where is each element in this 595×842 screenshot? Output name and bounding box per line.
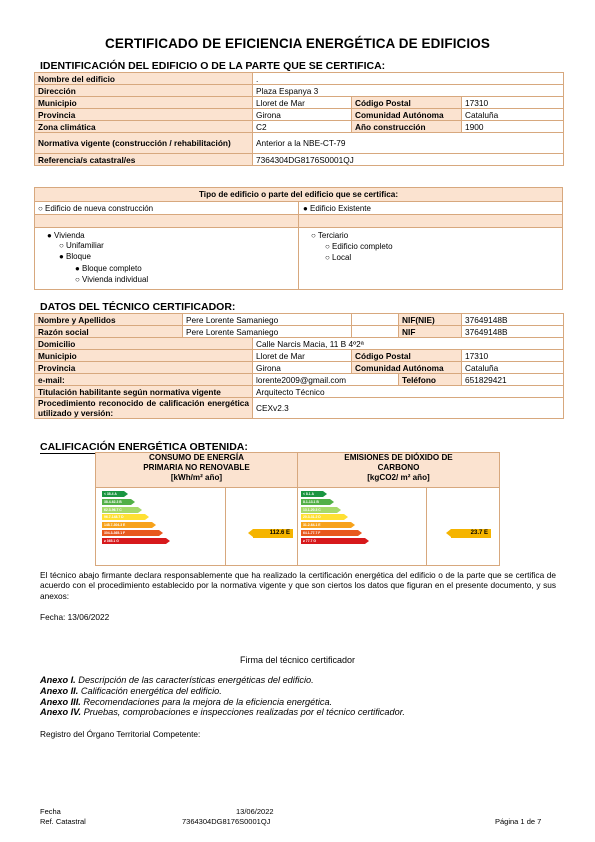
building-type-heading: Tipo de edificio o parte del edificio que se certifica: — [35, 188, 562, 202]
value-zona-climatica: C2 — [253, 121, 352, 133]
label-nif: NIF — [399, 326, 462, 338]
footer-page-number: Página 1 de 7 — [495, 817, 542, 826]
value-titulacion: Arquitecto Técnico — [253, 386, 564, 398]
option-vivienda-individual[interactable]: ○ Vivienda individual — [75, 275, 149, 284]
value-nif: 37649148B — [462, 326, 564, 338]
emisiones-result-arrow: 23.7 E — [451, 529, 491, 538]
rating-box — [95, 452, 500, 566]
label-nombre-apellidos: Nombre y Apellidos — [35, 314, 183, 326]
option-bloque[interactable]: ● Bloque — [59, 252, 91, 261]
option-local[interactable]: ○ Local — [325, 253, 352, 262]
option-edificio-existente[interactable]: ● Edificio Existente — [303, 204, 371, 213]
label-municipio: Municipio — [35, 97, 253, 109]
value-telefono: 651829421 — [462, 374, 564, 386]
emisiones-heading-line3: [kgCO2/ m² año] — [367, 473, 430, 482]
firma-label: Firma del técnico certificador — [239, 655, 356, 665]
value-nombre-edificio: . — [253, 73, 564, 85]
label-telefono: Teléfono — [399, 374, 462, 386]
label-nif-nie: NIF(NIE) — [399, 314, 462, 326]
value-municipio-tecnico: Lloret de Mar — [253, 350, 352, 362]
consumo-scale-tip — [152, 522, 156, 528]
annex-item — [40, 697, 560, 708]
emisiones-scale-tip — [351, 522, 355, 528]
value-comunidad-tecnico: Cataluña — [462, 362, 564, 374]
label-email: e-mail: — [35, 374, 253, 386]
value-direccion: Plaza Espanya 3 — [253, 85, 564, 97]
option-bloque-completo[interactable]: ● Bloque completo — [75, 264, 142, 273]
value-codigo-postal: 17310 — [462, 97, 564, 109]
emisiones-scale-bar-e: 31.2-64.1 E — [301, 522, 351, 528]
consumo-scale-bar-e: 148.7-304.3 E — [102, 522, 152, 528]
footer-ref-label: Ref. Catastral — [40, 817, 86, 826]
footer-fecha-label: Fecha — [40, 807, 61, 816]
emisiones-scale-tip — [365, 538, 369, 544]
emisiones-scale-tip — [323, 491, 327, 497]
value-nombre-apellidos: Pere Lorente Samaniego — [183, 314, 352, 326]
emisiones-scale-bar-g: ≥ 77.7 G — [301, 538, 365, 544]
label-normativa: Normativa vigente (construcción / rehabilitación) — [35, 133, 253, 154]
label-procedimiento: Procedimiento reconocido de calificación energética utilizado y versión: — [35, 398, 253, 419]
value-comunidad: Cataluña — [462, 109, 564, 121]
option-nueva-construccion[interactable]: ○ Edificio de nueva construcción — [38, 204, 154, 213]
label-domicilio: Domicilio — [35, 338, 253, 350]
footer-fecha-value: 13/06/2022 — [236, 807, 274, 816]
option-unifamiliar[interactable]: ○ Unifamiliar — [59, 241, 104, 250]
label-provincia: Provincia — [35, 109, 253, 121]
option-terciario[interactable]: ○ Terciario — [311, 231, 349, 240]
consumo-scale-tip — [145, 514, 149, 520]
consumo-scale-tip — [138, 507, 142, 513]
emisiones-scale-tip — [337, 507, 341, 513]
section-heading-calificacion: CALIFICACIÓN ENERGÉTICA OBTENIDA: — [40, 442, 272, 454]
emisiones-scale-bar-b: 8.1-13.1 B — [301, 499, 330, 505]
value-procedimiento: CEXv2.3 — [253, 398, 564, 419]
label-nombre-edificio: Nombre del edificio — [35, 73, 253, 85]
label-municipio-tecnico: Municipio — [35, 350, 253, 362]
emisiones-scale-tip — [330, 499, 334, 505]
label-comunidad: Comunidad Autónoma — [352, 109, 462, 121]
label-comunidad-tecnico: Comunidad Autónoma — [352, 362, 462, 374]
consumo-scale-bar-c: 62.3-96.7 C — [102, 507, 138, 513]
label-razon-social: Razón social — [35, 326, 183, 338]
annex-label: Anexo I. — [40, 675, 76, 685]
building-type-box — [34, 187, 563, 290]
value-nif-nie: 37649148B — [462, 314, 564, 326]
value-codigo-postal-tecnico: 17310 — [462, 350, 564, 362]
label-direccion: Dirección — [35, 85, 253, 97]
annex-label: Anexo II. — [40, 685, 79, 696]
label-zona-climatica: Zona climática — [35, 121, 253, 133]
annex-text: Descripción de las características energéticas del edificio. — [75, 675, 314, 685]
consumo-scale-tip — [124, 491, 128, 497]
consumo-scale-bar-g: ≥ 365.1 G — [102, 538, 166, 544]
emisiones-heading-line2: CARBONO — [377, 463, 420, 472]
label-codigo-postal-tecnico: Código Postal — [352, 350, 462, 362]
label-anio-construccion: Año construcción — [352, 121, 462, 133]
value-anio-construccion: 1900 — [462, 121, 564, 133]
emisiones-scale-tip — [358, 530, 362, 536]
value-normativa: Anterior a la NBE-CT-79 — [253, 133, 564, 154]
label-titulacion: Titulación habilitante según normativa vigente — [35, 386, 253, 398]
consumo-heading-line2: PRIMARIA NO RENOVABLE — [143, 463, 250, 472]
annex-item — [40, 707, 560, 718]
consumo-result-arrow: 112.6 E — [253, 529, 293, 538]
registro-label: Registro del Órgano Territorial Competente: — [40, 729, 201, 739]
value-provincia: Girona — [253, 109, 352, 121]
emisiones-scale-bar-a: < 8.1 A — [301, 491, 323, 497]
annex-text: Recomendaciones para la mejora de la eficiencia energética. — [80, 696, 333, 707]
annex-label: Anexo IV. — [40, 707, 82, 718]
section-heading-tecnico: DATOS DEL TÉCNICO CERTIFICADOR: — [40, 302, 562, 314]
consumo-scale-tip — [166, 538, 170, 544]
annex-text: Calificación energética del edificio. — [78, 685, 222, 696]
value-provincia-tecnico: Girona — [253, 362, 352, 374]
value-domicilio: Calle Narcis Macia, 11 B 4º2ª — [253, 338, 564, 350]
label-provincia-tecnico: Provincia — [35, 362, 253, 374]
document-title: CERTIFICADO DE EFICIENCIA ENERGÉTICA DE EDIFICIOS — [105, 36, 490, 51]
building-identification-table — [34, 72, 564, 166]
annex-item — [40, 675, 560, 686]
declaration-paragraph: El técnico abajo firmante declara responsablemente que ha realizado la certificación energética del edificio o de la parte que se certifica de acuerdo con el procedimiento establecido por la normativa vigente y que son ciertos los datos que figuran en el presente documento, y sus anexos: — [40, 570, 556, 601]
emisiones-scale-bar-d: 20.3-31.2 D — [301, 514, 344, 520]
consumo-scale-bar-b: 38.4-62.3 B — [102, 499, 131, 505]
option-vivienda[interactable]: ● Vivienda — [47, 231, 85, 240]
emisiones-scale-tip — [344, 514, 348, 520]
footer-ref-value: 7364304DG8176S0001QJ — [182, 817, 271, 826]
annex-label: Anexo III. — [40, 696, 81, 707]
value-referencia-catastral: 7364304DG8176S0001QJ — [253, 154, 564, 166]
technician-table — [34, 313, 564, 419]
consumo-heading-line1: CONSUMO DE ENERGÍA — [149, 453, 244, 462]
fecha-line: Fecha: 13/06/2022 — [40, 612, 110, 622]
annex-list — [40, 675, 560, 718]
label-codigo-postal: Código Postal — [352, 97, 462, 109]
consumo-scale-bar-a: < 38.4 A — [102, 491, 124, 497]
emisiones-scale-bar-f: 64.1-77.7 F — [301, 530, 358, 536]
value-email[interactable]: lorente2009@gmail.com — [253, 374, 399, 386]
value-municipio: Lloret de Mar — [253, 97, 352, 109]
consumo-scale-tip — [131, 499, 135, 505]
section-heading-identificacion: IDENTIFICACIÓN DEL EDIFICIO O DE LA PARTE QUE SE CERTIFICA: — [40, 61, 562, 73]
label-referencia-catastral: Referencia/s catastral/es — [35, 154, 253, 166]
consumo-scale-bar-f: 304.3-365.1 F — [102, 530, 159, 536]
annex-item — [40, 686, 560, 697]
emisiones-scale-bar-c: 13.1-20.3 C — [301, 507, 337, 513]
consumo-scale-tip — [159, 530, 163, 536]
emisiones-heading-line1: EMISIONES DE DIÓXIDO DE — [344, 453, 453, 462]
consumo-heading-line3: [kWh/m² año] — [170, 473, 223, 482]
option-edificio-completo[interactable]: ○ Edificio completo — [325, 242, 393, 251]
annex-text: Pruebas, comprobaciones e inspecciones realizadas por el técnico certificador. — [81, 707, 405, 718]
consumo-scale-bar-d: 96.7-148.7 D — [102, 514, 145, 520]
value-razon-social: Pere Lorente Samaniego — [183, 326, 352, 338]
